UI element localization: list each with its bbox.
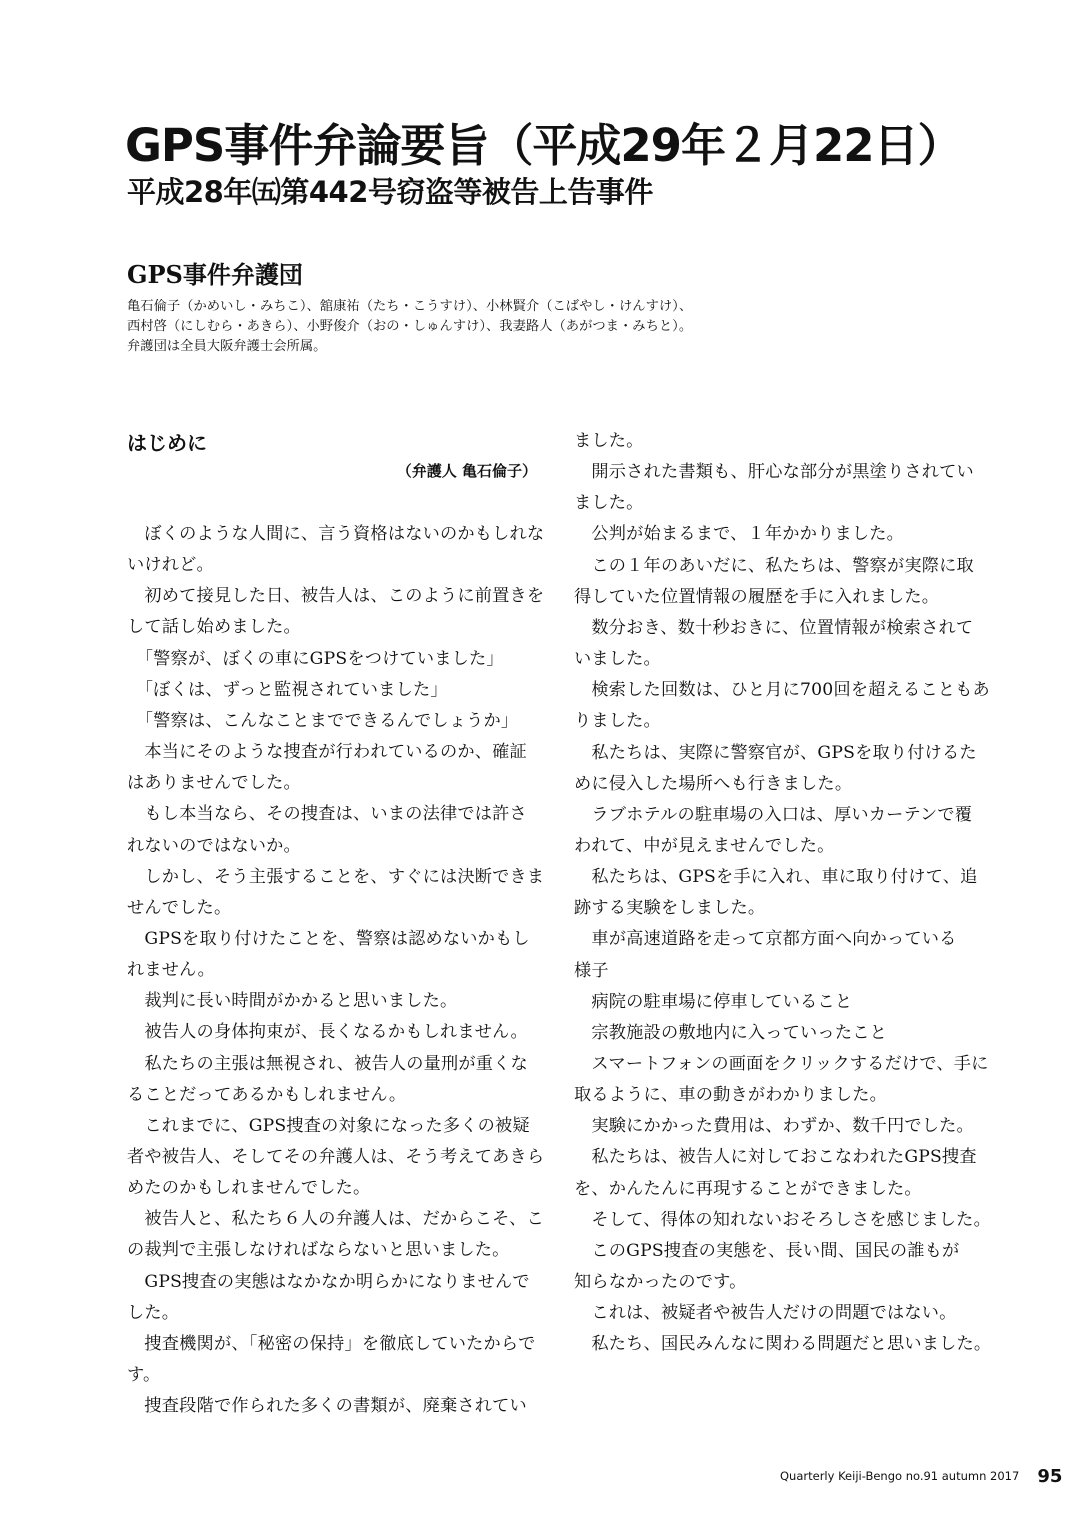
body-text-line: しかし、そう主張することを、すぐには決断できま xyxy=(127,866,545,887)
body-text-line: 実験にかかった費用は、わずか、数千円でした。 xyxy=(574,1116,974,1137)
body-text-line: 取るように、車の動きがわかりました。 xyxy=(574,1085,887,1106)
body-text-line: 初めて接見した日、被告人は、このように前置きを xyxy=(127,586,545,607)
section-heading: はじめに xyxy=(127,431,207,455)
section-author: （弁護人 亀石倫子） xyxy=(396,462,537,480)
body-text-line: 公判が始まるまで、１年かかりました。 xyxy=(574,524,905,545)
author-note-line: 弁護団は全員大阪弁護士会所属。 xyxy=(127,339,327,354)
body-text-line: 様子 xyxy=(574,960,609,981)
body-text-line: いけれど。 xyxy=(127,555,214,576)
body-text-line: 者や被告人、そしてその弁護人は、そう考えてあきら xyxy=(127,1147,545,1167)
body-text-line: そして、得体の知れないおそろしさを感じました。 xyxy=(574,1209,991,1230)
body-text-line: ぼくのような人間に、言う資格はないのかもしれな xyxy=(127,524,545,544)
body-text-line: 「警察が、ぼくの車にGPSをつけていました」 xyxy=(127,648,504,669)
journal-name: Quarterly Keiji-Bengo no.91 autumn 2017 xyxy=(780,1469,1020,1483)
body-text-line: 被告人の身体拘束が、長くなるかもしれません。 xyxy=(127,1022,528,1043)
body-text-line: れません。 xyxy=(127,960,215,981)
body-text-line: ラブホテルの駐車場の入口は、厚いカーテンで覆 xyxy=(574,804,973,825)
body-text-line: ました。 xyxy=(574,431,644,451)
body-text-line: はありませんでした。 xyxy=(127,773,301,794)
body-text-line: 本当にそのような捜査が行われているのか、確証 xyxy=(127,742,527,763)
body-text-line: 車が高速道路を走って京都方面へ向かっている xyxy=(574,929,957,950)
body-text-line: 知らなかったのです。 xyxy=(574,1272,747,1293)
body-text-line: 捜査機関が、「秘密の保持」を徹底していたからで xyxy=(127,1333,536,1354)
body-text-line: これまでに、GPS捜査の対象になった多くの被疑 xyxy=(127,1115,530,1136)
body-text-line: 私たちは、実際に警察官が、GPSを取り付けるた xyxy=(574,742,977,763)
body-text-line: 病院の駐車場に停車していること xyxy=(574,991,853,1012)
body-text-line: これは、被疑者や被告人だけの問題ではない。 xyxy=(574,1303,957,1324)
body-text-line: 宗教施設の敷地内に入っていったこと xyxy=(574,1022,887,1043)
body-text-line: 得していた位置情報の履歴を手に入れました。 xyxy=(574,586,940,607)
article-subtitle: 平成28年㈤第442号窃盗等被告上告事件 xyxy=(127,175,653,209)
body-text-line: いました。 xyxy=(574,649,661,670)
author-notes xyxy=(127,297,1007,357)
author-note-line: 亀石倫子（かめいし・みちこ）、舘康祐（たち・こうすけ）、小林賢介（こばやし・けんすけ）、 xyxy=(127,299,693,314)
body-text-line: 私たち、国民みんなに関わる問題だと思いました。 xyxy=(574,1334,992,1355)
body-text-line: せんでした。 xyxy=(127,897,232,918)
body-text-line: われて、中が見えませんでした。 xyxy=(574,835,835,856)
body-text-line: して話し始めました。 xyxy=(127,617,301,638)
body-text-line: GPSを取り付けたことを、警察は認めないかもし xyxy=(127,928,530,949)
body-text-line: 「警察は、こんなことまでできるんでしょうか」 xyxy=(127,710,519,731)
body-text-line: ました。 xyxy=(574,493,644,514)
body-text-line: れないのではないか。 xyxy=(127,835,301,856)
body-text-line: めに侵入した場所へも行きました。 xyxy=(574,773,853,794)
body-text-line: この１年のあいだに、私たちは、警察が実際に取 xyxy=(574,555,974,576)
body-text-line: 検索した回数は、ひと月に700回を超えることもあ xyxy=(574,680,990,701)
body-text-line: ることだってあるかもしれません。 xyxy=(127,1084,407,1105)
body-text-line: 私たちは、GPSを手に入れ、車に取り付けて、追 xyxy=(574,867,978,888)
body-text-line: 捜査段階で作られた多くの書類が、廃棄されてい xyxy=(127,1396,527,1417)
body-text-line: 跡する実験をしました。 xyxy=(574,898,766,919)
page-footer xyxy=(780,1466,1063,1487)
body-text-line: 被告人と、私たち６人の弁護人は、だからこそ、こ xyxy=(127,1209,544,1230)
body-text-line: りました。 xyxy=(574,711,661,732)
body-text-line: 私たちは、被告人に対しておこなわれたGPS捜査 xyxy=(574,1147,977,1168)
body-text-line: 数分おき、数十秒おきに、位置情報が検索されて xyxy=(574,617,974,638)
page-number: 95 xyxy=(1037,1466,1063,1487)
body-text-line: 開示された書類も、肝心な部分が黒塗りされてい xyxy=(574,462,974,483)
body-text-line: 「ぼくは、ずっと監視されていました」 xyxy=(127,679,448,700)
body-text-line: めたのかもしれませんでした。 xyxy=(127,1178,371,1199)
author-group-name: GPS事件弁護団 xyxy=(127,260,303,289)
body-text-line: を、かんたんに再現することができました。 xyxy=(574,1178,922,1199)
body-text-line: GPS捜査の実態はなかなか明らかになりませんで xyxy=(127,1271,530,1292)
body-text-line: スマートフォンの画面をクリックするだけで、手に xyxy=(574,1054,989,1074)
author-note-line: 西村啓（にしむら・あきら）、小野俊介（おの・しゅんすけ）、我妻路人（あがつま・みちと）。 xyxy=(127,319,693,334)
body-text-line: このGPS捜査の実態を、長い間、国民の誰もが xyxy=(574,1240,960,1261)
body-text-line: す。 xyxy=(127,1365,161,1386)
body-text-line: の裁判で主張しなければならないと思いました。 xyxy=(127,1240,510,1261)
body-text-line: 私たちの主張は無視され、被告人の量刑が重くな xyxy=(127,1053,528,1074)
article-title: GPS事件弁論要旨（平成29年２月22日） xyxy=(125,119,962,172)
body-text-line: した。 xyxy=(127,1302,180,1323)
body-text-line: 裁判に長い時間がかかると思いました。 xyxy=(127,991,458,1012)
body-text-line: もし本当なら、その捜査は、いまの法律では許さ xyxy=(127,804,527,825)
